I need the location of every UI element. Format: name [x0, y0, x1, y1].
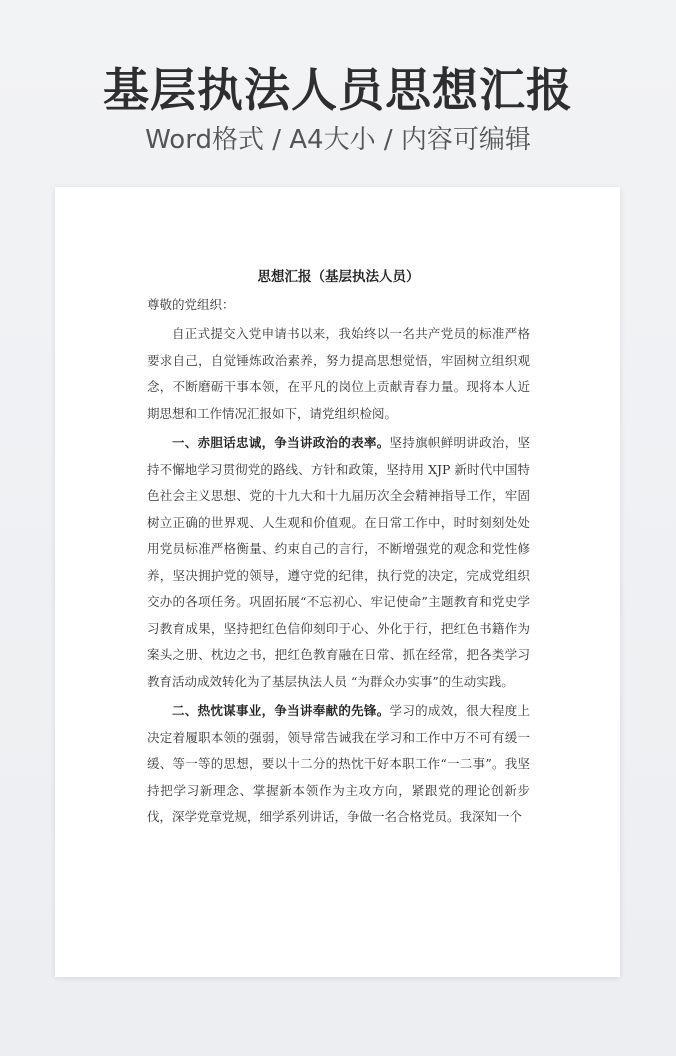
section-2-paragraph	[147, 698, 530, 831]
salutation: 尊敬的党组织：	[147, 297, 235, 312]
banner-subtitle: Word格式 / A4大小 / 内容可编辑	[145, 125, 531, 155]
section-1-body: 坚持旗帜鲜明讲政治，坚持不懈地学习贯彻党的路线、方针和政策，坚持用 XJP 新时代中国特色社会主义思想、党的十九大和十九届历次全会精神指导工作，牢固树立正确的世界观、人生观和价值观。在日常工作中，时时刻刻处处用党员标准严格衡量、约束自己的言行，不断增强党的观念和党性修养，坚决拥护党的领导，遵守党的纪律，执行党的决定，完成党组织交办的各项任务。巩固拓展“不忘初心、牢记使命”主题教育和党史学习教育成果，坚持把红色信仰刻印于心、外化于行，把红色书籍作为案头之册、枕边之书，把红色教育融在日常、抓在经常，把各类学习教育活动成效转化为了基层执法人员 “为群众办实事”的生动实践。	[147, 435, 530, 689]
intro-paragraph: 自正式提交入党申请书以来，我始终以一名共产党员的标准严格要求自己，自觉锤炼政治素养，努力提高思想觉悟，牢固树立组织观念，不断磨砺干事本领，在平凡的岗位上贡献青春力量。现将本人近期思想和工作情况汇报如下，请党组织检阅。	[147, 326, 530, 421]
banner	[0, 60, 676, 158]
section-1-heading: 一、赤胆话忠诚，争当讲政治的表率。	[172, 435, 390, 450]
section-2-body: 学习的成效，很大程度上决定着履职本领的强弱，领导常告诫我在学习和工作中万不可有缓一缓、等一等的思想，要以十二分的热忱干好本职工作“一二事”。我坚持把学习新理念、掌握新本领作为主攻方向，紧跟党的理论创新步伐，深学党章党规，细学系列讲话，争做一名合格党员。我深知一个	[147, 703, 530, 824]
section-2-heading: 二、热忱谋事业，争当讲奉献的先锋。	[172, 703, 390, 718]
document-page	[55, 187, 620, 977]
section-1-paragraph	[147, 430, 530, 695]
document-body	[147, 265, 530, 834]
banner-title: 基层执法人员思想汇报	[103, 63, 573, 117]
document-title: 思想汇报（基层执法人员）	[257, 269, 420, 285]
